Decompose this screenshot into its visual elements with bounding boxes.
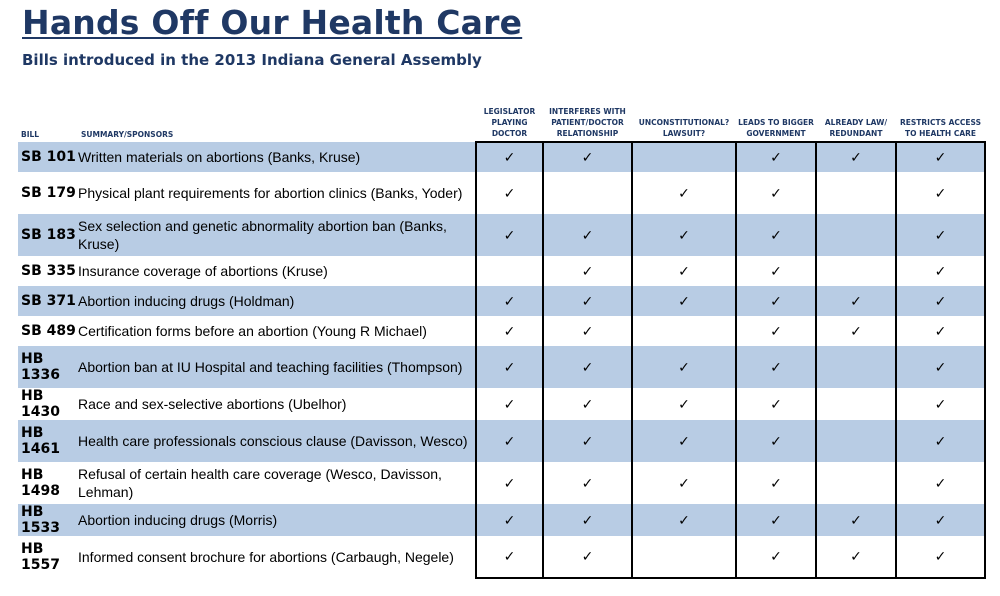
check-icon: ✓ — [896, 172, 985, 214]
check-icon: ✓ — [736, 214, 816, 256]
table-row — [18, 142, 985, 172]
check-icon: ✓ — [896, 420, 985, 462]
check-icon: ✓ — [736, 504, 816, 536]
table-row — [18, 256, 985, 286]
bill-summary: Health care professionals conscious clause (Davisson, Wesco) — [78, 420, 476, 462]
check-icon: ✓ — [476, 172, 543, 214]
check-icon: ✓ — [896, 256, 985, 286]
empty-cell — [632, 142, 736, 172]
check-icon: ✓ — [476, 286, 543, 316]
check-icon: ✓ — [736, 346, 816, 388]
check-icon: ✓ — [896, 462, 985, 504]
check-icon: ✓ — [476, 214, 543, 256]
check-icon: ✓ — [543, 420, 632, 462]
check-icon: ✓ — [543, 462, 632, 504]
check-icon: ✓ — [543, 316, 632, 346]
check-icon: ✓ — [736, 142, 816, 172]
check-icon: ✓ — [896, 316, 985, 346]
check-icon: ✓ — [543, 504, 632, 536]
check-icon: ✓ — [816, 536, 896, 578]
empty-cell — [632, 316, 736, 346]
column-header-bigger-government: LEADS TO BIGGER GOVERNMENT — [738, 118, 814, 138]
table-row — [18, 536, 985, 578]
check-icon: ✓ — [816, 142, 896, 172]
bill-summary: Abortion inducing drugs (Morris) — [78, 504, 476, 536]
check-icon: ✓ — [736, 420, 816, 462]
check-icon: ✓ — [476, 346, 543, 388]
table-row — [18, 316, 985, 346]
empty-cell — [543, 172, 632, 214]
bill-summary: Sex selection and genetic abnormality abortion ban (Banks, Kruse) — [78, 214, 476, 256]
table-row — [18, 286, 985, 316]
empty-cell — [816, 346, 896, 388]
empty-cell — [816, 256, 896, 286]
page-subtitle: Bills introduced in the 2013 Indiana General Assembly — [22, 51, 482, 69]
check-icon: ✓ — [896, 504, 985, 536]
column-header-bill: BILL — [21, 130, 40, 139]
table-row — [18, 504, 985, 536]
check-icon: ✓ — [543, 346, 632, 388]
check-icon: ✓ — [632, 504, 736, 536]
check-icon: ✓ — [896, 214, 985, 256]
empty-cell — [476, 256, 543, 286]
check-icon: ✓ — [476, 536, 543, 578]
table-row — [18, 172, 985, 214]
check-icon: ✓ — [543, 214, 632, 256]
check-icon: ✓ — [736, 172, 816, 214]
column-header-already-law: ALREADY LAW/ REDUNDANT — [824, 118, 888, 138]
bill-number: SB 183 — [18, 214, 78, 256]
check-icon: ✓ — [543, 142, 632, 172]
bill-number: SB 489 — [21, 323, 76, 339]
bill-number: HB 1430 — [21, 388, 60, 420]
bill-number: HB 1461 — [18, 420, 78, 462]
check-icon: ✓ — [736, 388, 816, 420]
check-icon: ✓ — [816, 286, 896, 316]
table-row — [18, 420, 985, 462]
empty-cell — [816, 388, 896, 420]
check-icon: ✓ — [816, 316, 896, 346]
check-icon: ✓ — [736, 256, 816, 286]
check-icon: ✓ — [896, 142, 985, 172]
bill-summary: Physical plant requirements for abortion clinics (Banks, Yoder) — [78, 185, 463, 201]
check-icon: ✓ — [632, 388, 736, 420]
column-header-unconstitutional: UNCONSTITUTIONAL? LAWSUIT? — [638, 118, 730, 138]
header-row — [18, 94, 985, 142]
check-icon: ✓ — [632, 256, 736, 286]
check-icon: ✓ — [736, 286, 816, 316]
column-header-summary: SUMMARY/SPONSORS — [81, 130, 174, 139]
check-icon: ✓ — [816, 504, 896, 536]
bill-summary: Abortion ban at IU Hospital and teaching facilities (Thompson) — [78, 346, 476, 388]
table-row — [18, 214, 985, 256]
empty-cell — [816, 172, 896, 214]
bill-summary: Abortion inducing drugs (Holdman) — [78, 286, 476, 316]
bill-number: SB 371 — [18, 286, 78, 316]
check-icon: ✓ — [736, 462, 816, 504]
empty-cell — [816, 420, 896, 462]
empty-cell — [632, 536, 736, 578]
check-icon: ✓ — [896, 388, 985, 420]
bill-summary: Written materials on abortions (Banks, Kruse) — [78, 142, 476, 172]
bill-number: SB 335 — [21, 263, 76, 279]
check-icon: ✓ — [736, 316, 816, 346]
check-icon: ✓ — [632, 420, 736, 462]
page-title: Hands Off Our Health Care — [22, 3, 523, 42]
check-icon: ✓ — [476, 316, 543, 346]
bill-summary: Insurance coverage of abortions (Kruse) — [78, 263, 328, 279]
table-row — [18, 462, 985, 504]
check-icon: ✓ — [896, 286, 985, 316]
check-icon: ✓ — [632, 172, 736, 214]
bill-summary: Race and sex-selective abortions (Ubelhor) — [78, 396, 347, 412]
empty-cell — [816, 214, 896, 256]
table-row — [18, 346, 985, 388]
check-icon: ✓ — [543, 256, 632, 286]
column-header-legislator-playing-doctor: LEGISLATOR PLAYING DOCTOR — [483, 107, 536, 138]
check-icon: ✓ — [632, 462, 736, 504]
bill-number: HB 1557 — [21, 541, 60, 573]
empty-cell — [816, 462, 896, 504]
check-icon: ✓ — [476, 462, 543, 504]
bill-summary: Certification forms before an abortion (Young R Michael) — [78, 323, 427, 339]
bill-summary: Refusal of certain health care coverage (Wesco, Davisson, Lehman) — [78, 466, 442, 500]
check-icon: ✓ — [632, 346, 736, 388]
table-row — [18, 388, 985, 420]
check-icon: ✓ — [476, 142, 543, 172]
check-icon: ✓ — [632, 214, 736, 256]
check-icon: ✓ — [543, 388, 632, 420]
check-icon: ✓ — [543, 286, 632, 316]
check-icon: ✓ — [896, 536, 985, 578]
bill-number: SB 179 — [21, 185, 76, 201]
check-icon: ✓ — [736, 536, 816, 578]
check-icon: ✓ — [476, 504, 543, 536]
check-icon: ✓ — [476, 388, 543, 420]
bill-number: SB 101 — [18, 142, 78, 172]
check-icon: ✓ — [476, 420, 543, 462]
check-icon: ✓ — [543, 536, 632, 578]
column-header-restricts-access: RESTRICTS ACCESS TO HEALTH CARE — [899, 118, 982, 138]
bill-summary: Informed consent brochure for abortions (Carbaugh, Negele) — [78, 549, 454, 565]
column-header-interferes-relationship: INTERFERES WITH PATIENT/DOCTOR RELATIONSHIP — [549, 107, 626, 138]
bills-table — [18, 94, 986, 579]
bill-number: HB 1336 — [18, 346, 78, 388]
check-icon: ✓ — [632, 286, 736, 316]
check-icon: ✓ — [896, 346, 985, 388]
bill-number: HB 1498 — [21, 467, 60, 499]
bill-number: HB 1533 — [18, 504, 78, 536]
